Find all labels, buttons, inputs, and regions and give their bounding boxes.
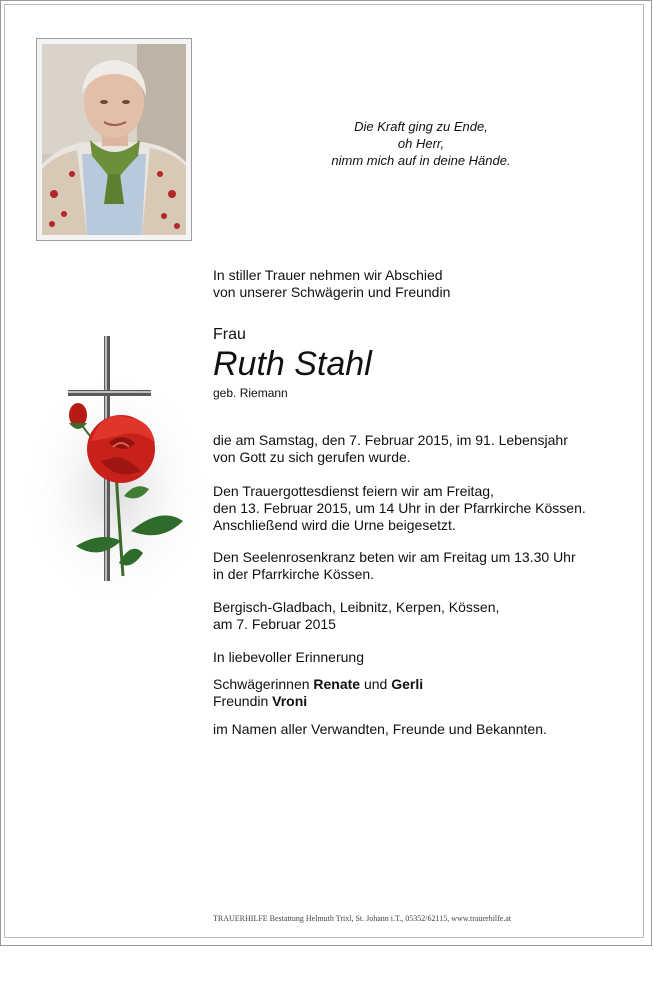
funeral-home-footer: TRAUERHILFE Bestattung Helmuth Trixl, St. Johann i.T., 05352/62115, www.trauerhilfe.at — [213, 914, 512, 923]
title-frau: Frau — [213, 326, 246, 343]
service-line: Den Trauergottesdienst feiern wir am Freitag, — [213, 483, 494, 499]
cross-with-rose-icon — [21, 331, 211, 621]
rosary-line: Den Seelenrosenkranz beten wir am Freitag um 13.30 Uhr — [213, 549, 576, 565]
motto-line: nimm mich auf in deine Hände. — [331, 153, 511, 168]
deceased-name: Ruth Stahl — [213, 345, 372, 383]
mourner-name: Renate — [313, 676, 361, 692]
place-date-text — [213, 599, 499, 633]
motto-line: oh Herr, — [397, 136, 445, 151]
death-line: von Gott zu sich gerufen wurde. — [213, 449, 411, 465]
rosary-text — [213, 549, 576, 583]
place-line: Bergisch-Gladbach, Leibnitz, Kerpen, Kössen, — [213, 599, 500, 615]
death-line: die am Samstag, den 7. Februar 2015, im 91. Lebensjahr — [213, 432, 568, 448]
portrait-photo — [36, 38, 192, 241]
memory-text: In liebevoller Erinnerung — [213, 649, 364, 665]
rosary-line: in der Pfarrkirche Kössen. — [213, 566, 375, 582]
motto-line: Die Kraft ging zu Ende, — [354, 119, 488, 134]
service-line: den 13. Februar 2015, um 14 Uhr in der Pfarrkirche Kössen. — [213, 500, 586, 516]
service-line: Anschließend wird die Urne beigesetzt. — [213, 517, 456, 533]
service-text — [213, 483, 586, 534]
death-text — [213, 432, 568, 466]
mourners-line: Freundin Vroni — [213, 693, 308, 709]
mourners-text — [213, 676, 423, 710]
birth-name: geb. Riemann — [213, 386, 288, 400]
mourner-name: Gerli — [391, 676, 424, 692]
mourners-line: Schwägerinnen Renate und Gerli — [213, 676, 424, 692]
intro-line: von unserer Schwägerin und Freundin — [213, 284, 451, 300]
intro-line: In stiller Trauer nehmen wir Abschied — [213, 267, 443, 283]
date-line: am 7. Februar 2015 — [213, 616, 336, 632]
intro-text — [213, 267, 450, 301]
mourner-name: Vroni — [272, 693, 308, 709]
motto-verse — [261, 118, 581, 169]
closing-text: im Namen aller Verwandten, Freunde und Bekannten. — [213, 721, 547, 737]
